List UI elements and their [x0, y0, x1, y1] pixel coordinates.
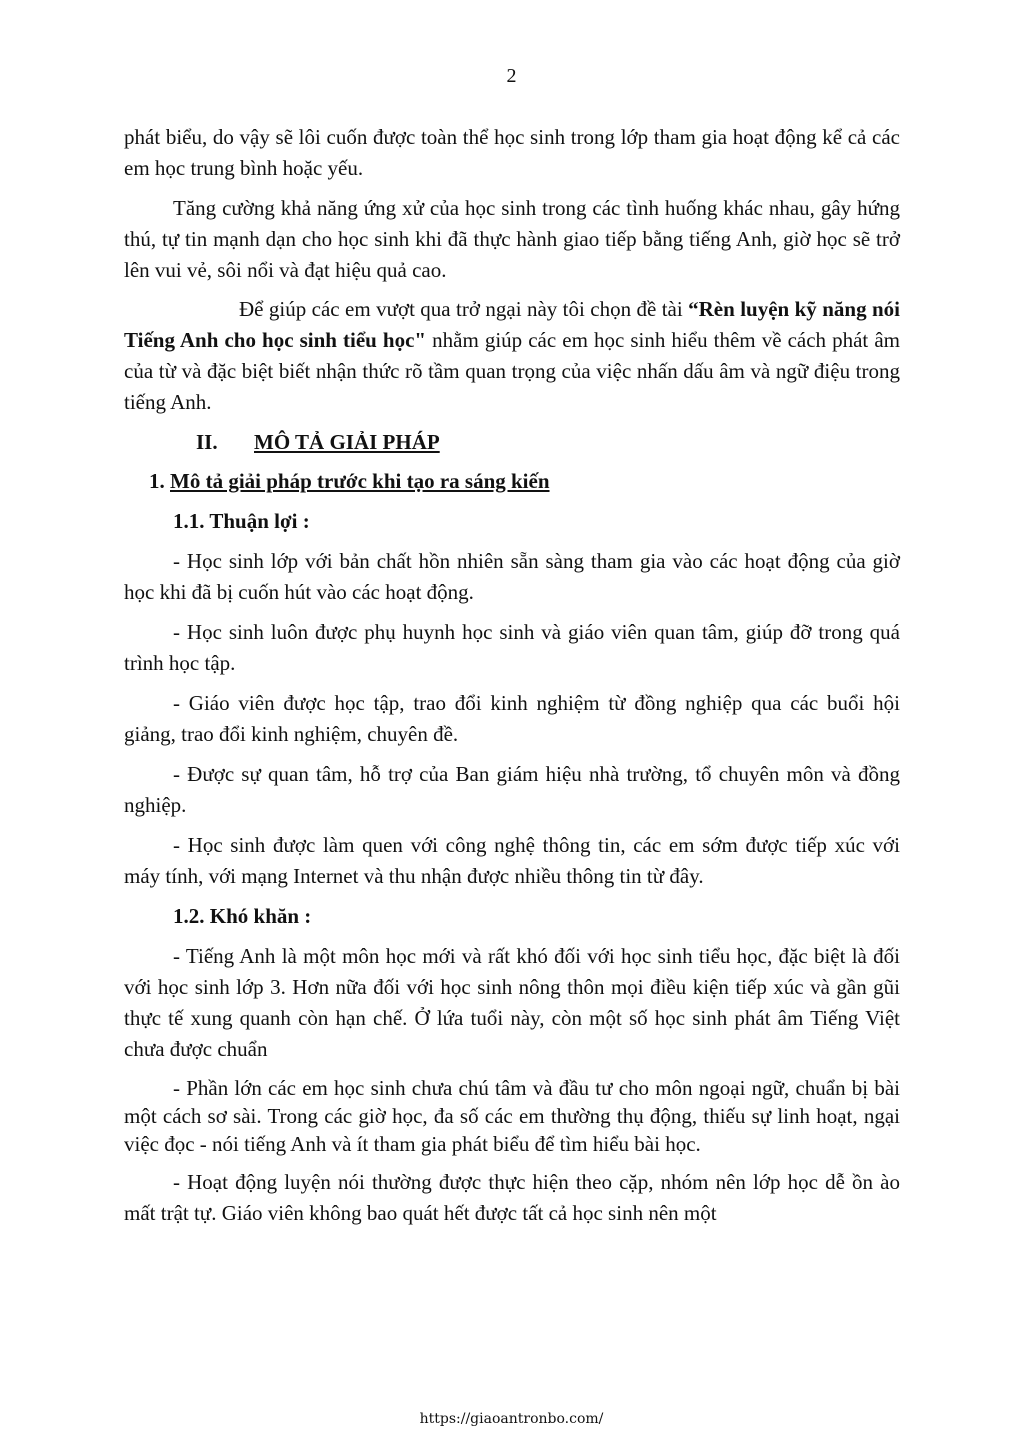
difficulty-item: - Hoạt động luyện nói thường được thực hiện theo cặp, nhóm nên lớp học dễ ồn ào mất trật tự. Giáo viên không bao quát hết được tất cả học sinh nên một	[124, 1170, 900, 1225]
subsection-title: Mô tả giải pháp trước khi tạo ra sáng kiến	[170, 469, 550, 493]
page-number: 2	[506, 65, 517, 87]
paragraph-benefits: Tăng cường khả năng ứng xử của học sinh trong các tình huống khác nhau, gây hứng thú, tự tin mạnh dạn cho học sinh khi đã thực hành giao tiếp bằng tiếng Anh, giờ học sẽ trở lên vui vẻ, sôi nổi và đạt hiệu quả cao.	[124, 196, 900, 282]
advantage-item: - Học sinh lớp với bản chất hồn nhiên sẵn sàng tham gia vào các hoạt động của giờ học khi đã bị cuốn hút vào các hoạt động.	[124, 549, 900, 604]
advantage-item: - Học sinh được làm quen với công nghệ thông tin, các em sớm được tiếp xúc với máy tính, với mạng Internet và thu nhận được nhiều thông tin từ đây.	[124, 833, 900, 888]
paragraph-continuation: phát biểu, do vậy sẽ lôi cuốn được toàn thể học sinh trong lớp tham gia hoạt động kể cả các em học trung bình hoặc yếu.	[124, 125, 900, 180]
advantage-item: - Được sự quan tâm, hỗ trợ của Ban giám hiệu nhà trường, tổ chuyên môn và đồng nghiệp.	[124, 762, 900, 817]
footer-url: https://giaoantronbo.com/	[419, 1411, 604, 1427]
difficulty-item: - Tiếng Anh là một môn học mới và rất khó đối với học sinh tiểu học, đặc biệt là đối với học sinh lớp 3. Hơn nữa đối với học sinh nông thôn mọi điều kiện tiếp xúc và gần gũi thực tế xung quanh còn hạn chế. Ở lứa tuổi này, còn một số học sinh phát âm Tiếng Việt chưa được chuẩn	[124, 944, 900, 1061]
advantage-item: - Học sinh luôn được phụ huynh học sinh và giáo viên quan tâm, giúp đỡ trong quá trình học tập.	[124, 620, 900, 675]
difficulties-heading: 1.2. Khó khăn :	[173, 904, 312, 928]
section-heading	[196, 427, 900, 458]
paragraph-topic	[124, 294, 900, 418]
document-body	[124, 122, 900, 1238]
advantage-item: - Giáo viên được học tập, trao đổi kinh nghiệm từ đồng nghiệp qua các buổi hội giảng, trao đổi kinh nghiệm, chuyên đề.	[124, 691, 900, 746]
subsection-heading	[149, 466, 900, 497]
advantages-heading: 1.1. Thuận lợi :	[173, 509, 310, 533]
section-title: MÔ TẢ GIẢI PHÁP	[254, 430, 440, 454]
difficulty-item: - Phần lớn các em học sinh chưa chú tâm và đầu tư cho môn ngoại ngữ, chuẩn bị bài một cách sơ sài. Trong các giờ học, đa số các em thường thụ động, thiếu sự linh hoạt, ngại việc đọc - nói tiếng Anh và ít tham gia phát biểu để tìm hiểu bài học.	[124, 1076, 900, 1156]
section-number: II.	[196, 430, 218, 454]
topic-intro-text: Để giúp các em vượt qua trở ngại này tôi chọn đề tài	[239, 297, 689, 321]
topic-purpose-text: nhằm giúp các em học sinh hiểu thêm về cách phát âm của từ và đặc biệt biết nhận thức rõ tầm quan trọng của việc nhấn dấu âm và ngữ điệu trong tiếng Anh.	[124, 328, 900, 414]
topic-title: “Rèn luyện kỹ năng nói Tiếng Anh cho học sinh tiểu học"	[124, 297, 900, 352]
subsection-number: 1.	[149, 469, 165, 493]
